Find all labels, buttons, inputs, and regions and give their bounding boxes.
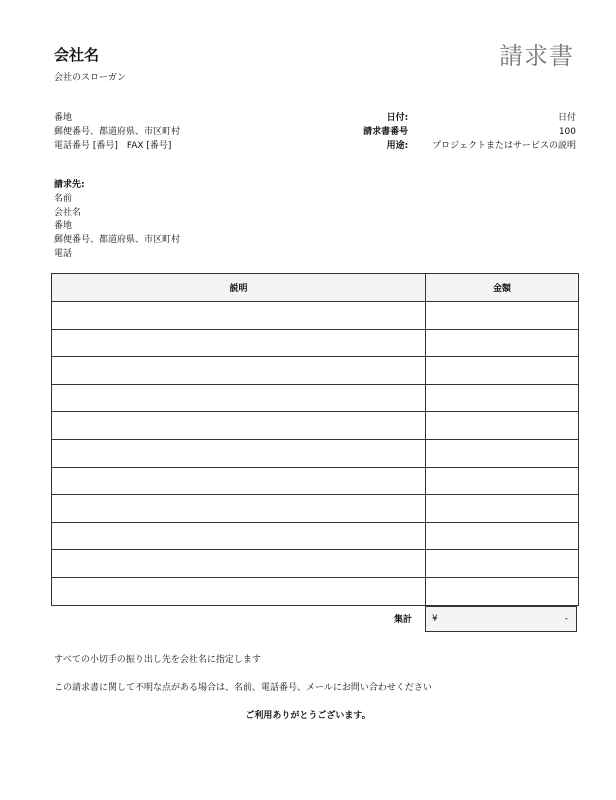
description-cell xyxy=(52,302,426,330)
contact-note: この請求書に関して不明な点がある場合は、名前、電話番号、メールにお問い合わせください xyxy=(54,683,432,693)
sender-address xyxy=(54,111,180,153)
meta-label: 用途: xyxy=(386,141,409,151)
description-cell xyxy=(52,467,426,495)
description-cell xyxy=(52,357,426,385)
description-cell xyxy=(52,412,426,440)
bill-to-line: 会社名 xyxy=(54,207,82,218)
total-amount: - xyxy=(564,614,568,624)
bill-to-line: 名前 xyxy=(54,193,73,204)
amount-cell xyxy=(426,550,579,578)
table-header-row xyxy=(52,274,579,302)
bill-to-line: 番地 xyxy=(54,221,73,232)
description-cell xyxy=(52,384,426,412)
amount-cell xyxy=(426,302,579,330)
table-row xyxy=(52,522,579,550)
amount-cell xyxy=(426,522,579,550)
table-row xyxy=(52,439,579,467)
bill-to-label: 請求先: xyxy=(54,180,85,190)
meta-value: 100 xyxy=(558,127,576,137)
meta-row-purpose xyxy=(363,139,576,153)
document-title: 請求書 xyxy=(499,42,574,70)
invoice-meta xyxy=(363,111,576,153)
meta-value: 日付 xyxy=(557,113,576,123)
description-cell xyxy=(52,550,426,578)
currency-symbol: ¥ xyxy=(432,614,438,624)
table-row xyxy=(52,550,579,578)
description-cell xyxy=(52,495,426,523)
table-row xyxy=(52,357,579,385)
line-items-table xyxy=(51,273,579,606)
amount-cell xyxy=(426,329,579,357)
table-row xyxy=(52,384,579,412)
amount-cell xyxy=(426,412,579,440)
meta-row-invoice-number xyxy=(363,125,576,139)
amount-cell xyxy=(426,467,579,495)
column-header-amount: 金額 xyxy=(426,274,579,302)
table-row xyxy=(52,302,579,330)
amount-cell xyxy=(426,357,579,385)
amount-cell xyxy=(426,577,579,605)
table-row xyxy=(52,329,579,357)
sender-address-line: 郵便番号、都道府県、市区町村 xyxy=(54,127,181,137)
meta-value: プロジェクトまたはサービスの説明 xyxy=(432,141,576,151)
bill-to-line: 電話 xyxy=(54,248,73,259)
column-header-description: 説明 xyxy=(52,274,426,302)
description-cell xyxy=(52,439,426,467)
company-slogan: 会社のスローガン xyxy=(54,73,126,83)
table-row xyxy=(52,467,579,495)
description-cell xyxy=(52,577,426,605)
table-row xyxy=(52,577,579,605)
payment-note: すべての小切手の振り出し先を会社名に指定します xyxy=(54,655,261,665)
table-row xyxy=(52,495,579,523)
meta-label: 請求書番号 xyxy=(363,127,409,137)
bill-to-block xyxy=(54,179,180,262)
total-amount-cell xyxy=(425,606,577,632)
thank-you-message: ご利用ありがとうございます。 xyxy=(245,711,371,721)
meta-row-date xyxy=(363,111,576,125)
sender-address-line: 番地 xyxy=(54,113,73,123)
description-cell xyxy=(52,329,426,357)
amount-cell xyxy=(426,495,579,523)
description-cell xyxy=(52,522,426,550)
amount-cell xyxy=(426,439,579,467)
bill-to-line: 郵便番号、都道府県、市区町村 xyxy=(54,235,181,246)
company-name: 会社名 xyxy=(54,46,100,64)
meta-label: 日付: xyxy=(386,113,409,123)
sender-address-line: 電話番号 [番号] FAX [番号] xyxy=(54,141,172,151)
total-label: 集計 xyxy=(394,615,413,625)
amount-cell xyxy=(426,384,579,412)
table-row xyxy=(52,412,579,440)
